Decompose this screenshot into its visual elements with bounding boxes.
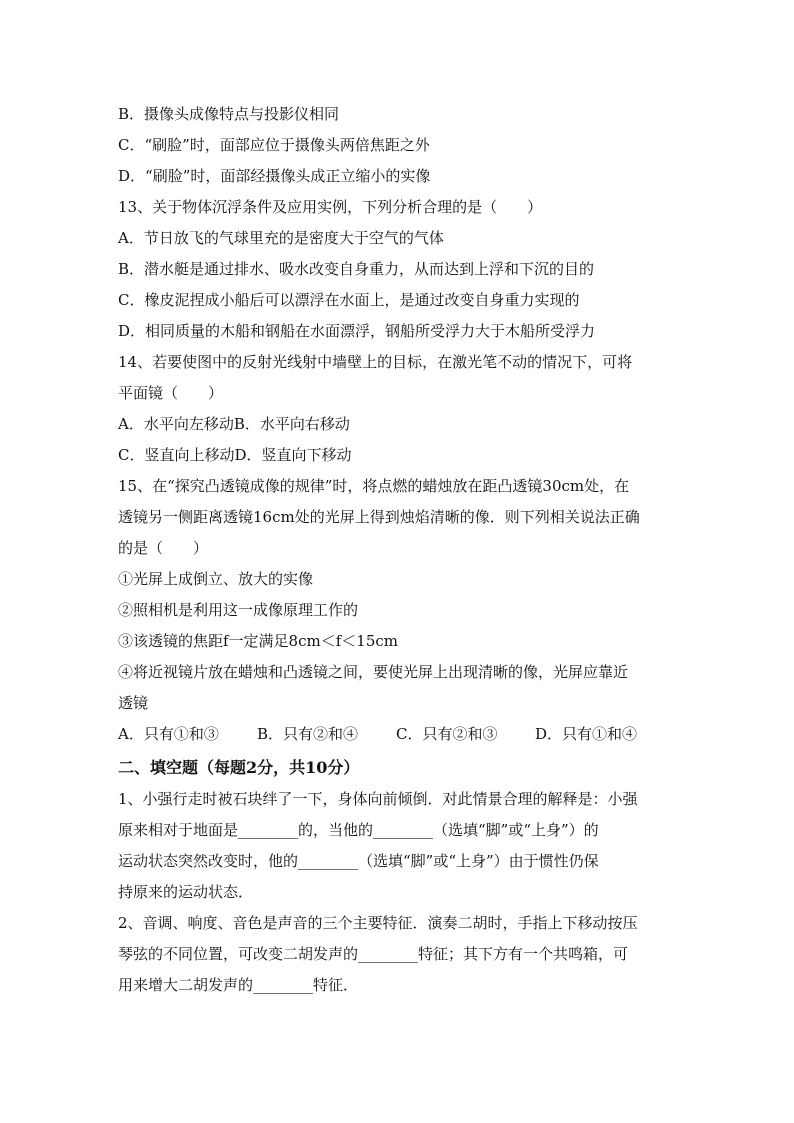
section-heading-fill-in: 二、填空题（每题2分，共10分）	[118, 758, 360, 777]
fill-q1-line4: 持原来的运动状态．	[118, 883, 254, 901]
q15-statement-1: ①光屏上成倒立、放大的实像	[118, 570, 314, 588]
q12-option-d: D．“刷脸”时，面部经摄像头成正立缩小的实像	[118, 167, 431, 185]
q15-option-d: D．只有①和④	[535, 725, 638, 743]
fill-q2-line3: 用来增大二胡发声的________特征．	[118, 976, 359, 994]
q14-options-cd: C．竖直向上移动D．竖直向下移动	[118, 446, 352, 464]
q15-stem-line3: 的是（ ）	[118, 539, 209, 557]
fill-q1-line2: 原来相对于地面是________的，当他的________（选填“脚”或“上身”）的	[118, 821, 599, 839]
q15-option-a: A．只有①和③	[118, 725, 219, 743]
q15-statement-4-line2: 透镜	[118, 694, 149, 712]
q15-statement-4-line1: ④将近视镜片放在蜡烛和凸透镜之间，要使光屏上出现清晰的像，光屏应靠近	[118, 663, 629, 681]
q15-stem-line2: 透镜另一侧距离透镜16cm处的光屏上得到烛焰清晰的像．则下列相关说法正确	[118, 508, 640, 526]
q15-statement-2: ②照相机是利用这一成像原理工作的	[118, 601, 359, 619]
q15-stem-line1: 15、在“探究凸透镜成像的规律”时，将点燃的蜡烛放在距凸透镜30cm处，在	[118, 477, 630, 495]
q15-options	[118, 719, 678, 750]
q12-option-c: C．“刷脸”时，面部应位于摄像头两倍焦距之外	[118, 136, 430, 154]
q15-option-b: B．只有②和④	[257, 725, 359, 743]
q13-option-a: A．节日放飞的气球里充的是密度大于空气的气体	[118, 229, 444, 247]
q12-option-b: B．摄像头成像特点与投影仪相同	[118, 105, 340, 123]
q13-option-d: D．相同质量的木船和钢船在水面漂浮，钢船所受浮力大于木船所受浮力	[118, 322, 596, 340]
q14-stem-line1: 14、若要使图中的反射光线射中墙壁上的目标，在激光笔不动的情况下，可将	[118, 353, 633, 371]
fill-q1-line3: 运动状态突然改变时，他的________（选填“脚”或“上身”）由于惯性仍保	[118, 852, 599, 870]
document-page	[118, 99, 678, 1001]
q13-option-b: B．潜水艇是通过排水、吸水改变自身重力，从而达到上浮和下沉的目的	[118, 260, 595, 278]
q13-option-c: C．橡皮泥捏成小船后可以漂浮在水面上，是通过改变自身重力实现的	[118, 291, 580, 309]
fill-q1-line1: 1、小强行走时被石块绊了一下，身体向前倾倒．对此情景合理的解释是：小强	[118, 790, 638, 808]
fill-q2-line2: 琴弦的不同位置，可改变二胡发声的________特征；其下方有一个共鸣箱，可	[118, 945, 629, 963]
q15-statement-3: ③该透镜的焦距f一定满足8cm＜f＜15cm	[118, 632, 398, 650]
q13-stem: 13、关于物体沉浮条件及应用实例，下列分析合理的是（ ）	[118, 198, 543, 216]
q14-options-ab: A．水平向左移动B．水平向右移动	[118, 415, 350, 433]
fill-q2-line1: 2、音调、响度、音色是声音的三个主要特征．演奏二胡时，手指上下移动按压	[118, 914, 638, 932]
q15-option-c: C．只有②和③	[396, 725, 498, 743]
q14-stem-line2: 平面镜（ ）	[118, 384, 224, 402]
